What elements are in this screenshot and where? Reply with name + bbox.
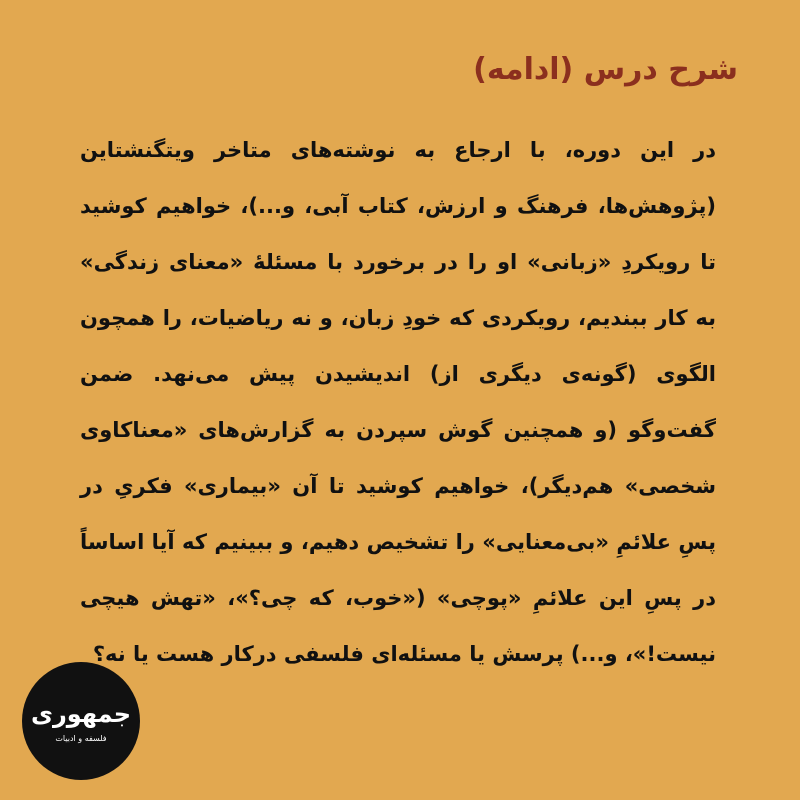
- logo-tagline: فلسفه و ادبیات: [55, 733, 107, 743]
- brand-logo: [22, 662, 140, 780]
- logo-name: جمهوری: [30, 699, 132, 728]
- page-title: شرح درس (ادامه): [473, 52, 738, 87]
- body-paragraph: در این دوره، با ارجاع به نوشته‌های متاخر ویتگنشتاین (پژوهش‌ها، فرهنگ و ارزش، کتاب آبی، و...)، خواهیم کوشید تا رویکردِ «زبانی» او را در برخورد با مسئلهٔ «معنای زندگی» به کار ببندیم، رویکردی که خودِ زبان، و نه ریاضیات، را همچون الگوی (گونه‌ی دیگری از) اندیشیدن پیش می‌نهد. ضمن گفت‌وگو (و همچنین گوش سپردن به گزارش‌های «معناکاوی شخصی» هم‌دیگر)، خواهیم کوشید تا آن «بیماری» فکریِ در پسِ علائمِ «بی‌معنایی» را تشخیص دهیم، و ببینیم که آیا اساساً در پسِ این علائمِ «پوچی» («خوب، که چی؟»، «تهش هیچی نیست!»، و...) پرسش یا مسئله‌ای فلسفی درکار هست یا نه؟: [80, 138, 716, 666]
